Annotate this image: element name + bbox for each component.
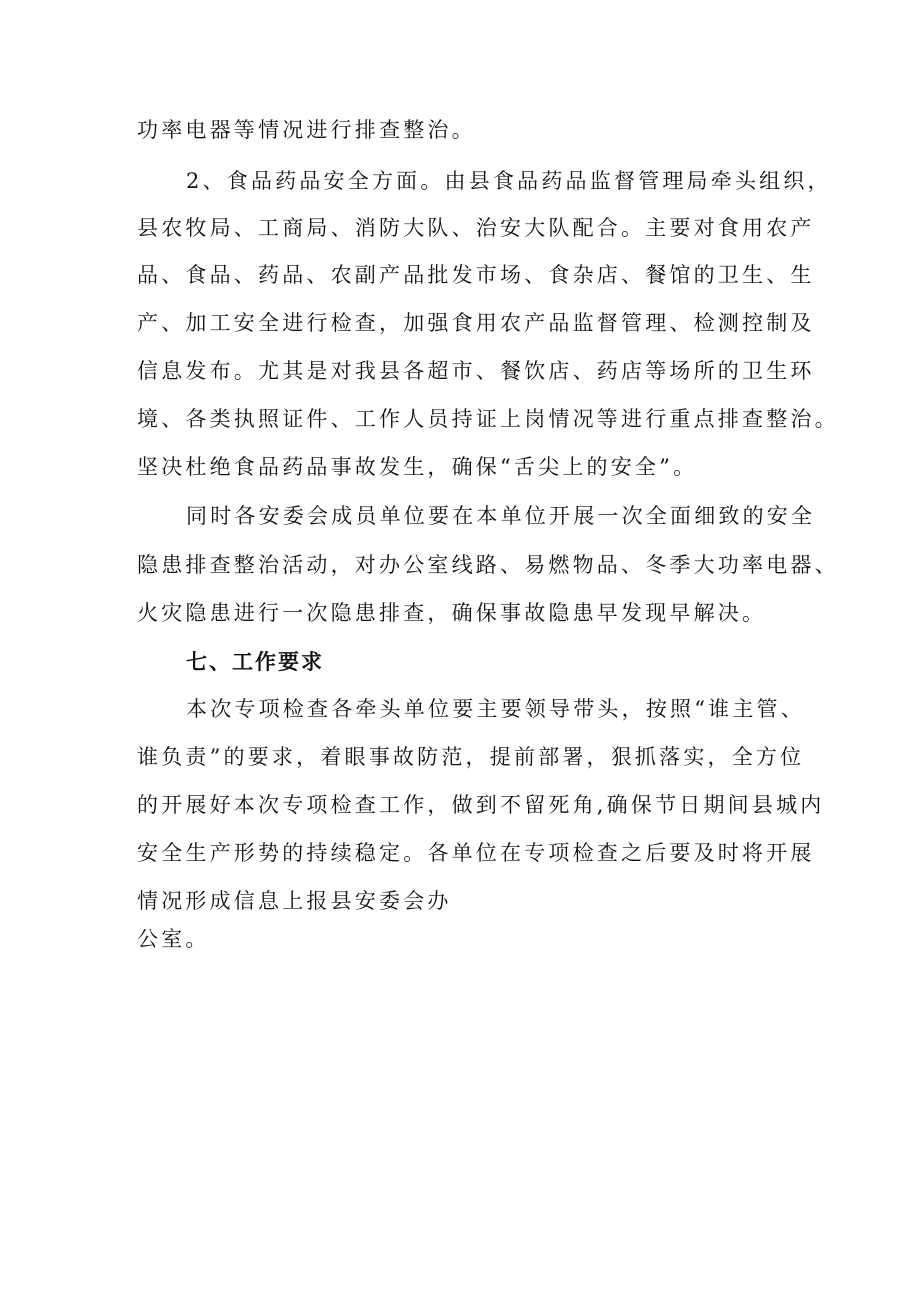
text-line: 产、加工安全进行检查，加强食用农产品监督管理、检测控制及: [137, 311, 815, 335]
text-line: 功率电器等情况进行排查整治。: [137, 118, 476, 142]
text-line: 火灾隐患进行一次隐患排查，确保事故隐患早发现早解决。: [137, 601, 767, 625]
text-line: 品、食品、药品、农副产品批发市场、食杂店、餐馆的卫生、生: [137, 263, 815, 287]
text-line: 坚决杜绝食品药品事故发生，确保“舌尖上的安全”。: [137, 455, 698, 479]
text-line: 的开展好本次专项检查工作，做到不留死角,确保节日期间县城内: [137, 793, 825, 817]
text-line: 安全生产形势的持续稳定。各单位在专项检查之后要及时将开展: [137, 841, 815, 865]
text-line: 公室。: [137, 927, 210, 951]
text-line: 本次专项检查各牵头单位要主要领导带头，按照“谁主管、: [186, 697, 805, 721]
text-line: 境、各类执照证件、工作人员持证上岗情况等进行重点排查整治。: [137, 407, 839, 431]
text-line: 县农牧局、工商局、消防大队、治安大队配合。主要对食用农产: [137, 216, 815, 240]
text-line: 同时各安委会成员单位要在本单位开展一次全面细致的安全: [186, 504, 816, 528]
text-line: 情况形成信息上报县安委会办: [137, 889, 452, 913]
text-line: 隐患排查整治活动，对办公室线路、易燃物品、冬季大功率电器、: [137, 553, 839, 577]
text-line: 谁负责”的要求，着眼事故防范，提前部署，狠抓落实，全方位: [137, 745, 805, 769]
text-line: 信息发布。尤其是对我县各超市、餐饮店、药店等场所的卫生环: [137, 359, 815, 383]
section-heading: 七、工作要求: [186, 650, 324, 674]
text-line: 2、食品药品安全方面。由县食品药品监督管理局牵头组织，: [186, 169, 832, 193]
